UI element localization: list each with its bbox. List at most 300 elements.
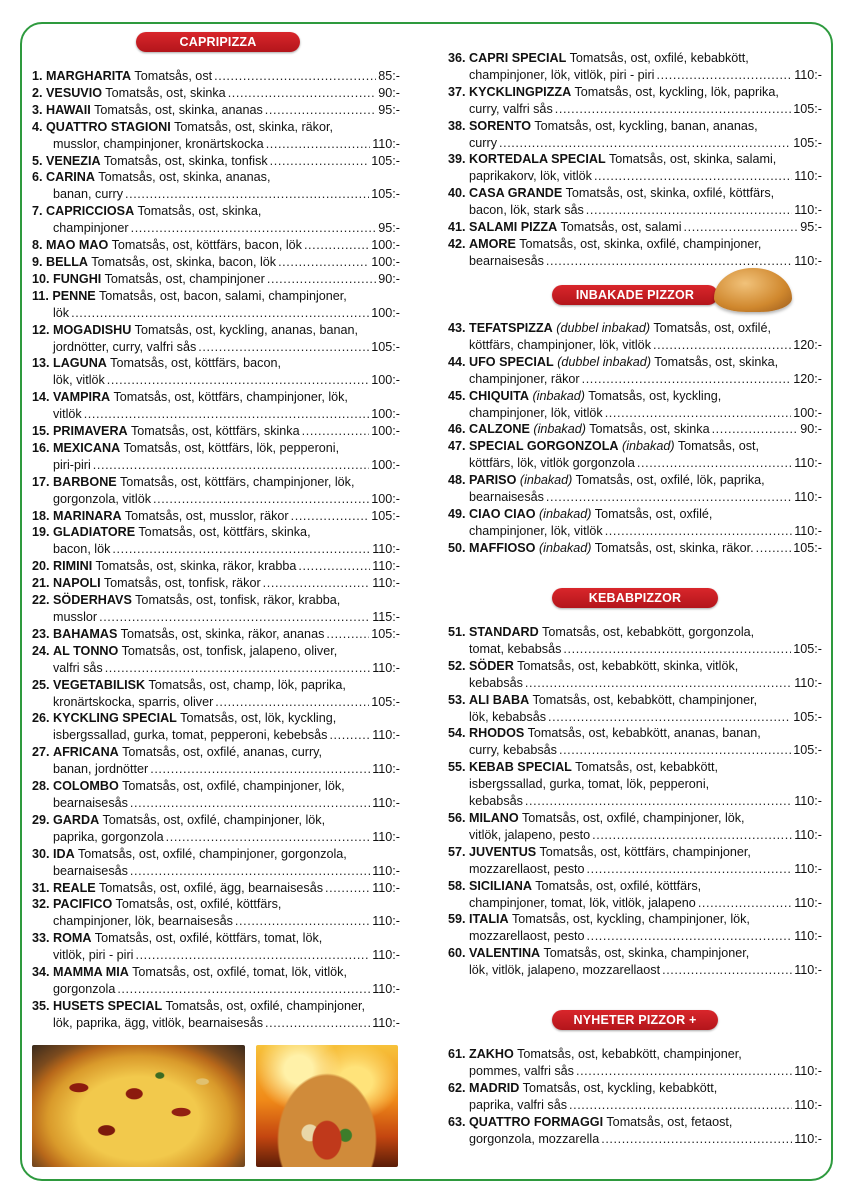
item-line: [32, 677, 400, 694]
item-price: 115:-: [372, 610, 400, 624]
dot-leader: [135, 947, 370, 964]
item-price-line: [448, 709, 822, 726]
menu-item: [32, 119, 400, 153]
item-price-line: [448, 523, 822, 540]
item-ingredients: Tomatsås, ost, kyckling, ananas, banan,: [134, 322, 358, 337]
item-ingredients: champinjoner, lök, bearnaisesås: [53, 914, 233, 929]
dot-leader: [291, 508, 370, 525]
item-number: 26.: [32, 711, 50, 726]
item-ingredients: Tomatsås, ost, oxfilé, köttfärs,: [535, 878, 702, 893]
dot-leader: [325, 880, 370, 897]
menu-item: [448, 725, 822, 759]
item-line: [32, 474, 400, 491]
menu-item: [448, 118, 822, 152]
item-ingredients: Tomatsås, ost, köttfärs, lök, pepperoni,: [123, 440, 340, 455]
item-price: 110:-: [794, 523, 822, 538]
item-text: [469, 371, 580, 388]
item-ingredients: champinjoner, räkor: [469, 371, 580, 386]
item-text: [469, 861, 585, 878]
item-text: [469, 135, 497, 152]
item-name: CAPRICCIOSA: [46, 204, 135, 219]
item-ingredients: Tomatsås, ost, salami: [560, 220, 682, 235]
menu-item: [32, 102, 400, 119]
dot-leader: [265, 102, 377, 119]
item-price: 110:-: [794, 67, 822, 82]
item-line: [448, 810, 822, 827]
item-number: 28.: [32, 779, 50, 794]
item-ingredients: lök, vitlök: [53, 373, 105, 388]
dot-leader: [71, 305, 369, 322]
item-name: PACIFICO: [53, 897, 113, 912]
item-price: 105:-: [793, 101, 822, 116]
nyheter-list: [448, 1046, 822, 1147]
item-ingredients: banan, jordnötter: [53, 762, 149, 777]
dot-leader: [112, 541, 370, 558]
item-ingredients: Tomatsås, ost, oxfilé, champinjoner, lök,: [102, 812, 326, 827]
menu-item: [32, 575, 400, 592]
item-number: 51.: [448, 625, 466, 639]
item-text: [53, 305, 69, 322]
item-line: [32, 964, 400, 981]
item-text: [469, 489, 544, 506]
item-ingredients: lök: [53, 305, 70, 320]
item-price: 110:-: [794, 203, 822, 218]
item-price: 110:-: [794, 490, 822, 505]
item-name: SORENTO: [469, 118, 532, 133]
item-name: GLADIATORE: [53, 525, 136, 540]
item-ingredients: köttfärs, champinjoner, lök, vitlök: [469, 337, 651, 352]
item-number: 14.: [32, 390, 50, 405]
item-ingredients: Tomatsås, ost, skinka: [589, 422, 710, 437]
menu-item: [32, 423, 400, 440]
item-ingredients: Tomatsås, ost, tonfisk, räkor: [103, 576, 261, 591]
section-badge-kebabpizzor: KEBABPIZZOR: [552, 588, 718, 608]
item-text: [53, 727, 327, 744]
item-ingredients: Tomatsås, ost, kebabkött, ananas, banan,: [527, 726, 761, 741]
item-price-line: [32, 136, 400, 153]
item-ingredients: champinjoner, lök, vitlök: [469, 523, 603, 538]
item-ingredients: paprika, valfri sås: [469, 1097, 567, 1112]
item-ingredients: tomat, kebabsås: [469, 641, 562, 656]
item-ingredients: pommes, valfri sås: [469, 1063, 574, 1078]
item-line: [448, 118, 822, 135]
menu-item: [448, 658, 822, 692]
item-number: 17.: [32, 474, 50, 489]
item-ingredients: Tomatsås, ost, oxfilé, tomat, lök, vitlök,: [132, 965, 347, 980]
dot-leader: [525, 675, 792, 692]
item-name: VALENTINA: [469, 946, 541, 961]
item-price-line: [448, 861, 822, 878]
item-name: MARGHARITA: [46, 69, 132, 83]
item-number: 37.: [448, 84, 466, 99]
item-price: 110:-: [372, 728, 400, 743]
item-note: (dubbel inbakad): [557, 354, 652, 369]
item-text: [32, 812, 325, 829]
item-text: [53, 795, 128, 812]
menu-item: [448, 421, 822, 438]
dot-leader: [548, 709, 791, 726]
item-text: [53, 406, 82, 423]
item-name: HUSETS SPECIAL: [53, 998, 163, 1013]
item-price-line: [448, 405, 822, 422]
item-text: [448, 506, 712, 523]
item-name: BARBONE: [53, 474, 117, 489]
item-text: [53, 660, 103, 677]
item-price: 100:-: [371, 491, 400, 506]
item-price-line: [448, 1097, 822, 1114]
item-text: [32, 592, 340, 609]
menu-item: [32, 744, 400, 778]
item-ingredients: kebabsås: [469, 794, 523, 809]
item-line: [32, 778, 400, 795]
item-price: 100:-: [793, 405, 822, 420]
item-number: 56.: [448, 810, 466, 825]
item-ingredients: Tomatsås, ost, oxfilé, kebabkött,: [569, 51, 749, 65]
menu-item: [448, 692, 822, 726]
item-price-line: [448, 337, 822, 354]
menu-item: [32, 271, 400, 288]
item-price-line: [448, 793, 822, 810]
menu-item: [32, 169, 400, 203]
dot-leader: [105, 660, 371, 677]
item-note: (inbakad): [622, 439, 675, 454]
item-text: [32, 998, 365, 1015]
menu-item: [448, 624, 822, 658]
item-name: BAHAMAS: [53, 626, 118, 641]
item-text: [448, 472, 765, 489]
item-text: [448, 911, 750, 928]
item-price-line: [32, 829, 400, 846]
item-name: QUATTRO STAGIONI: [46, 119, 171, 134]
item-text: [32, 896, 281, 913]
item-price-line: [32, 102, 400, 119]
item-price: 110:-: [372, 829, 400, 844]
item-price: 105:-: [371, 187, 400, 202]
menu-item: [32, 710, 400, 744]
item-text: [53, 491, 151, 508]
item-ingredients: Tomatsås, ost, kyckling, kebabkött,: [522, 1080, 718, 1095]
item-line: [32, 169, 400, 186]
item-name: MOGADISHU: [53, 322, 132, 337]
item-price-line: [32, 406, 400, 423]
item-price: 110:-: [372, 136, 400, 151]
item-line: [32, 643, 400, 660]
item-text: [32, 964, 347, 981]
item-ingredients: Tomatsås, ost, köttfärs, skinka: [130, 424, 300, 439]
item-line: [32, 203, 400, 220]
dot-leader: [605, 523, 793, 540]
item-price-line: [32, 220, 400, 237]
item-text: [469, 523, 603, 540]
dot-leader: [263, 575, 371, 592]
dot-leader: [601, 1131, 792, 1148]
item-ingredients: Tomatsås, ost, kyckling, champinjoner, lök,: [511, 912, 750, 927]
item-price-line: [32, 457, 400, 474]
item-text: [32, 575, 261, 592]
item-price: 100:-: [371, 373, 400, 388]
item-price: 105:-: [793, 743, 822, 758]
item-text: [53, 947, 133, 964]
menu-item: [448, 185, 822, 219]
item-ingredients: Tomatsås, ost, skinka, räkor,: [174, 119, 333, 134]
item-line: [448, 236, 822, 253]
item-line: [32, 355, 400, 372]
item-line: [448, 354, 822, 371]
item-name: RHODOS: [469, 726, 525, 741]
item-line: [448, 725, 822, 742]
item-line: [32, 592, 400, 609]
item-name: UFO SPECIAL: [469, 354, 554, 369]
item-name: CALZONE: [469, 422, 530, 437]
item-number: 23.: [32, 626, 50, 641]
item-ingredients: Tomatsås, ost, kyckling, lök, paprika,: [574, 84, 779, 99]
item-text: [469, 709, 546, 726]
section-badge-inbakade: INBAKADE PIZZOR: [552, 285, 718, 305]
item-name: TEFATSPIZZA: [469, 321, 553, 335]
item-text: [448, 151, 776, 168]
item-ingredients: Tomatsås, ost, oxfilé, ananas, curry,: [122, 745, 323, 760]
item-name: HAWAII: [46, 102, 91, 117]
item-price: 110:-: [794, 1063, 822, 1078]
item-text: [32, 203, 261, 220]
menu-item: [32, 508, 400, 525]
item-text: [448, 844, 751, 861]
dot-leader: [326, 626, 369, 643]
item-price-line: [32, 237, 400, 254]
item-ingredients: musslor, champinjoner, kronärtskocka: [53, 136, 264, 151]
item-ingredients: Tomatsås, ost, kebabkött, champinjoner,: [532, 692, 758, 707]
item-price-line: [32, 153, 400, 170]
item-number: 62.: [448, 1080, 466, 1095]
item-text: [53, 372, 105, 389]
item-price: 110:-: [794, 963, 822, 978]
item-ingredients: Tomatsås, ost, skinka: [105, 85, 226, 100]
dot-leader: [266, 136, 371, 153]
item-number: 31.: [32, 880, 50, 895]
item-price: 90:-: [800, 422, 822, 437]
item-price-line: [32, 491, 400, 508]
dot-leader: [130, 863, 370, 880]
item-name: KORTEDALA SPECIAL: [469, 152, 606, 167]
item-text: [32, 440, 339, 457]
item-ingredients: isbergssallad, gurka, tomat, lök, pepperoni,: [469, 777, 710, 792]
item-price: 105:-: [371, 339, 400, 354]
item-ingredients: bearnaisesås: [469, 490, 544, 505]
item-number: 20.: [32, 559, 50, 574]
menu-item: [448, 50, 822, 84]
item-price: 120:-: [793, 337, 822, 352]
item-line: [448, 658, 822, 675]
item-name: SALAMI PIZZA: [469, 220, 558, 235]
item-number: 36.: [448, 51, 466, 65]
dot-leader: [563, 641, 791, 658]
item-price-line: [448, 962, 822, 979]
item-ingredients: mozzarellaost, pesto: [469, 861, 585, 876]
item-ingredients: champinjoner, tomat, lök, vitlök, jalapeno: [469, 895, 696, 910]
item-number: 43.: [448, 321, 466, 335]
item-ingredients: Tomatsås, ost, köttfärs, skinka,: [138, 525, 311, 540]
item-price-line: [32, 339, 400, 356]
menu-item: [32, 626, 400, 643]
item-ingredients: Tomatsås, ost, oxfilé, champinjoner, lök,: [122, 779, 345, 794]
item-text: [448, 50, 749, 67]
dot-leader: [84, 406, 370, 423]
menu-item: [32, 778, 400, 812]
pizza-photo: [32, 1045, 245, 1167]
item-text: [32, 254, 276, 271]
item-price: 110:-: [372, 880, 400, 895]
item-note: (dubbel inbakad): [556, 321, 651, 335]
item-ingredients: gorgonzola, vitlök: [53, 491, 152, 506]
item-number: 3.: [32, 102, 43, 117]
item-price-line: [448, 253, 822, 270]
item-text: [53, 981, 115, 998]
item-price-line: [448, 67, 822, 84]
item-price-line: [32, 85, 400, 102]
item-ingredients: Tomatsås, ost, tonfisk, räkor, krabba,: [135, 593, 341, 608]
item-price-line: [32, 271, 400, 288]
item-number: 38.: [448, 118, 466, 133]
menu-item: [32, 998, 400, 1032]
item-text: [469, 641, 561, 658]
item-number: 59.: [448, 912, 466, 927]
item-text: [53, 761, 148, 778]
item-text: [469, 793, 523, 810]
item-price-line: [32, 254, 400, 271]
item-number: 25.: [32, 677, 50, 692]
item-price: 100:-: [371, 424, 400, 439]
item-text: [32, 474, 354, 491]
item-ingredients: paprika, gorgonzola: [53, 829, 164, 844]
dot-leader: [99, 609, 370, 626]
item-name: AMORE: [469, 236, 516, 251]
dot-leader: [117, 981, 370, 998]
menu-item: [32, 474, 400, 508]
item-price: 110:-: [372, 948, 400, 963]
item-ingredients: Tomatsås, ost, oxfilé, ägg, bearnaisesås: [98, 880, 323, 895]
item-ingredients: isbergssallad, gurka, tomat, pepperoni, kebebsås: [53, 728, 328, 743]
item-name: VENEZIA: [46, 153, 101, 168]
item-price: 110:-: [794, 675, 822, 690]
item-ingredients: valfri sås: [53, 660, 103, 675]
item-text: [448, 320, 771, 337]
dot-leader: [605, 405, 792, 422]
item-price-line: [32, 508, 400, 525]
item-name: JUVENTUS: [469, 844, 537, 859]
item-text: [448, 1114, 732, 1131]
item-text: [53, 339, 196, 356]
dot-leader: [107, 372, 369, 389]
item-price-line: [448, 827, 822, 844]
menu-item: [448, 540, 822, 557]
item-ingredients: bacon, lök, stark sås: [469, 203, 584, 218]
item-price-line: [448, 455, 822, 472]
dot-leader: [214, 68, 376, 85]
item-price: 105:-: [793, 540, 822, 555]
item-price: 105:-: [371, 626, 400, 641]
item-price-line: [32, 626, 400, 643]
item-text: [32, 322, 358, 339]
item-price: 110:-: [372, 762, 400, 777]
item-text: [469, 962, 660, 979]
item-ingredients: Tomatsås, ost, köttfärs, bacon,: [110, 356, 281, 371]
item-ingredients: Tomatsås, ost, skinka, ananas,: [98, 170, 271, 185]
item-name: LAGUNA: [53, 356, 107, 371]
item-price: 95:-: [378, 102, 400, 117]
item-number: 35.: [32, 998, 50, 1013]
item-text: [469, 455, 635, 472]
item-name: PENNE: [52, 288, 96, 303]
item-number: 24.: [32, 643, 50, 658]
item-ingredients: banan, curry: [53, 187, 124, 202]
item-ingredients: Tomatsås, ost, skinka, salami,: [608, 152, 777, 167]
item-ingredients: Tomatsås, ost, kyckling,: [588, 388, 722, 403]
item-text: [469, 675, 523, 692]
item-price: 110:-: [794, 861, 822, 876]
item-number: 9.: [32, 254, 43, 269]
menu-item: [32, 592, 400, 626]
item-ingredients: Tomatsås, ost, oxfilé, champinjoner, gorgonzola,: [78, 846, 347, 861]
item-text: [53, 829, 164, 846]
item-ingredients: bearnaisesås: [53, 795, 128, 810]
item-price: 120:-: [793, 371, 822, 386]
item-ingredients: Tomatsås, ost, skinka, champinjoner,: [543, 946, 750, 961]
item-text: [448, 118, 758, 135]
item-ingredients: Tomatsås, ost, champ, lök, paprika,: [148, 677, 346, 692]
item-note: (inbakad): [533, 422, 586, 437]
dot-leader: [198, 339, 369, 356]
item-text: [469, 1063, 574, 1080]
item-price-line: [32, 947, 400, 964]
item-line: [448, 776, 822, 793]
item-number: 4.: [32, 119, 43, 134]
item-text: [469, 337, 651, 354]
item-ingredients: paprikakorv, lök, vitlök: [469, 169, 592, 184]
item-ingredients: bearnaisesås: [469, 253, 544, 268]
item-name: MADRID: [469, 1080, 520, 1095]
item-price: 110:-: [372, 863, 400, 878]
dot-leader: [662, 962, 792, 979]
dot-leader: [684, 219, 799, 236]
item-text: [32, 237, 302, 254]
item-ingredients: bacon, lök: [53, 542, 111, 557]
dot-leader: [712, 421, 799, 438]
menu-item: [32, 322, 400, 356]
dot-leader: [594, 168, 792, 185]
item-price-line: [448, 641, 822, 658]
menu-item: [32, 440, 400, 474]
item-text: [32, 153, 268, 170]
item-line: [448, 320, 822, 337]
menu-item: [448, 320, 822, 354]
dot-leader: [270, 153, 370, 170]
item-number: 61.: [448, 1047, 466, 1061]
item-price-line: [32, 186, 400, 203]
item-ingredients: mozzarellaost, pesto: [469, 929, 585, 944]
item-number: 22.: [32, 593, 50, 608]
item-text: [32, 68, 212, 85]
item-price-line: [32, 880, 400, 897]
item-line: [448, 911, 822, 928]
dot-leader: [569, 1097, 792, 1114]
item-name: ALI BABA: [469, 692, 530, 707]
item-price-line: [448, 101, 822, 118]
item-line: [32, 119, 400, 136]
kebab-list: [448, 624, 822, 979]
item-number: 47.: [448, 439, 466, 454]
item-price: 105:-: [371, 153, 400, 168]
item-ingredients: gorgonzola, mozzarella: [469, 1131, 600, 1146]
